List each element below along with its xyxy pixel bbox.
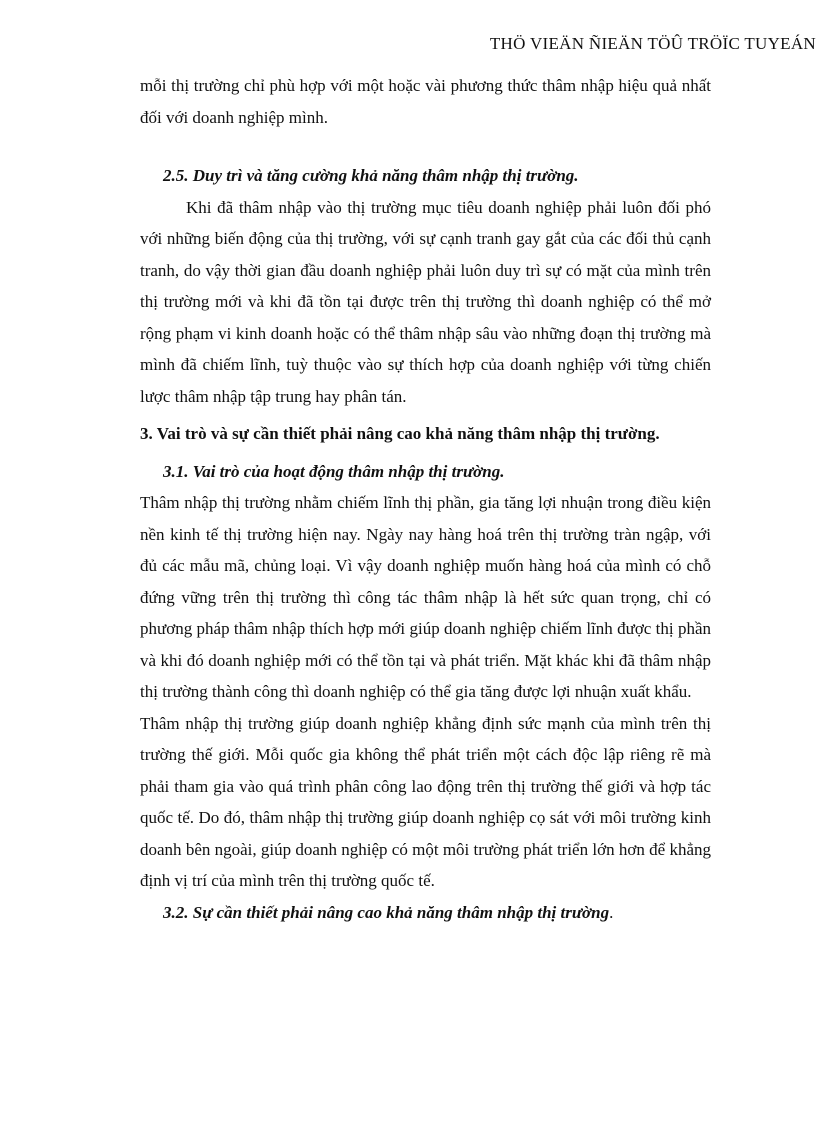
heading-3-2-text: 3.2. Sự cần thiết phải nâng cao khả năng thâm nhập thị trường — [163, 902, 610, 922]
paragraph-2-5: Khi đã thâm nhập vào thị trường mục tiêu doanh nghiệp phải luôn đối phó với những biến động của thị trường, với sự cạnh tranh gay gắt của các đối thủ cạnh tranh, do vậy thời gian đầu doanh nghiệp phải luôn duy trì sự có mặt của mình trên thị trường mới và khi đã tồn tại được trên thị trường thì doanh nghiệp có thể mở rộng phạm vi kinh doanh hoặc có thể thâm nhập sâu vào những đoạn thị trường mà mình đã chiếm lĩnh, tuỳ thuộc vào sự thích hợp của doanh nghiệp với từng chiến lược thâm nhập tập trung hay phân tán. — [140, 197, 711, 406]
heading-3-1: 3.1. Vai trò của hoạt động thâm nhập thị trường. — [163, 461, 505, 481]
page-header: THÖ VIEÄN ÑIEÄN TÖÛ TRÖÏC TUYEÁN — [489, 34, 816, 53]
heading-2-5: 2.5. Duy trì và tăng cường khả năng thâm nhập thị trường. — [163, 166, 579, 185]
document-body — [140, 70, 711, 928]
paragraph-3-1-a: Thâm nhập thị trường nhằm chiếm lĩnh thị phần, gia tăng lợi nhuận trong điều kiện nền kinh tế thị trường hiện nay. Ngày nay hàng hoá trên thị trường tràn ngập, với đủ các mẫu mã, chủng loại. Vì vậy doanh nghiệp muốn hàng hoá của mình có chỗ đứng vững trên thị trường thì công tác thâm nhập là hết sức quan trọng, chỉ có phương pháp thâm nhập thích hợp mới giúp doanh nghiệp chiếm lĩnh được thị phần và khi đó doanh nghiệp mới có thể tồn tại và phát triển. Mặt khác khi đã thâm nhập thị trường thành công thì doanh nghiệp có thể gia tăng được lợi nhuận xuất khẩu. — [140, 493, 711, 701]
heading-3: 3. Vai trò và sự cần thiết phải nâng cao khả năng thâm nhập thị trường. — [140, 424, 660, 443]
heading-3-2-period: . — [609, 902, 614, 922]
paragraph-3-1-b: Thâm nhập thị trường giúp doanh nghiệp khẳng định sức mạnh của mình trên thị trường thế giới. Mỗi quốc gia không thể phát triển một cách độc lập riêng rẽ mà phải tham gia vào quá trình phân công lao động trên thị trường thế giới và hợp tác quốc tế. Do đó, thâm nhập thị trường giúp doanh nghiệp cọ sát với môi trường kinh doanh bên ngoài, giúp doanh nghiệp có một môi trường phát triển lớn hơn để khẳng định vị trí của mình trên thị trường quốc tế. — [140, 713, 711, 890]
heading-3-2 — [140, 897, 711, 929]
paragraph-intro: mỗi thị trường chỉ phù hợp với một hoặc vài phương thức thâm nhập hiệu quả nhất đối với doanh nghiệp mình. — [140, 76, 711, 127]
